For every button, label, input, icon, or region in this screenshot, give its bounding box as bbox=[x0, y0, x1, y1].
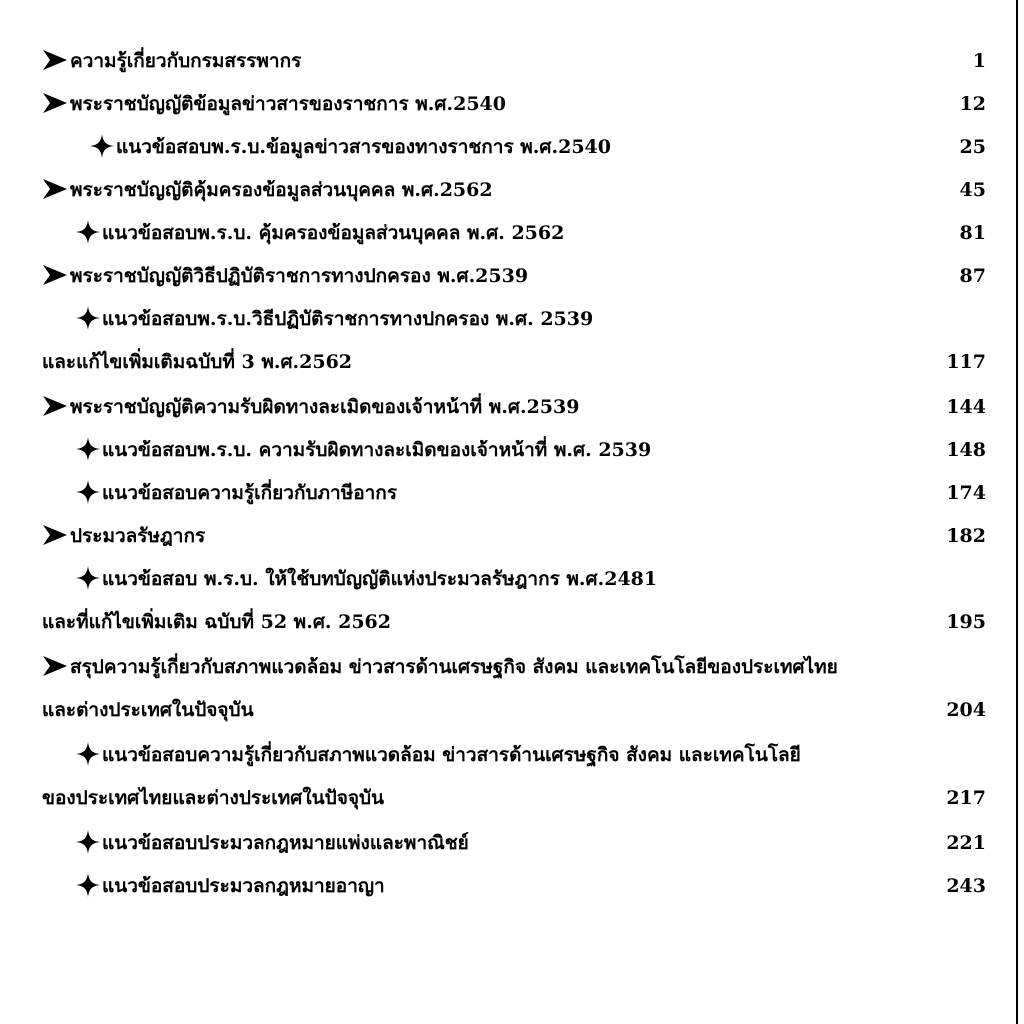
toc-entry-page-number: 117 bbox=[946, 351, 986, 373]
toc-entry-title: แนวข้อสอบประมวลกฎหมายอาญา bbox=[102, 875, 385, 897]
four-point-star-bullet-icon bbox=[76, 437, 100, 461]
four-point-star-bullet-icon bbox=[76, 306, 100, 330]
toc-entry-text bbox=[76, 298, 593, 341]
toc-entry-title: ความรู้เกี่ยวกับกรมสรรพากร bbox=[70, 50, 302, 72]
toc-entry-page-number: 25 bbox=[959, 136, 986, 158]
toc-entry-text bbox=[42, 777, 384, 820]
toc-entry-text bbox=[42, 515, 205, 558]
toc-entry-title: สรุปความรู้เกี่ยวกับสภาพแวดล้อม ข่าวสารด้านเศรษฐกิจ สังคม และเทคโนโลยีของประเทศไทย bbox=[70, 656, 838, 678]
page-right-border bbox=[1016, 0, 1018, 1024]
toc-entry-title: และที่แก้ไขเพิ่มเติม ฉบับที่ 52 พ.ศ. 2562 bbox=[42, 611, 391, 633]
arrowhead-bullet-icon bbox=[42, 49, 68, 71]
toc-entry-page-number: 204 bbox=[946, 699, 986, 721]
toc-entry bbox=[42, 126, 992, 169]
toc-entry-text bbox=[42, 601, 391, 644]
toc-entry-title: แนวข้อสอบประมวลกฎหมายแพ่งและพาณิชย์ bbox=[102, 832, 469, 854]
arrowhead-bullet-icon bbox=[42, 178, 68, 200]
toc-entry-title: พระราชบัญญัติคุ้มครองข้อมูลส่วนบุคคล พ.ศ.2562 bbox=[70, 179, 493, 201]
toc-entry-text bbox=[76, 558, 657, 601]
toc-entry-page-number: 174 bbox=[946, 482, 986, 504]
toc-entry bbox=[42, 255, 992, 298]
four-point-star-bullet-icon bbox=[76, 830, 100, 854]
toc-entry-title: แนวข้อสอบพ.ร.บ.วิธีปฏิบัติราชการทางปกครอง พ.ศ. 2539 bbox=[102, 308, 594, 330]
toc-entry-text bbox=[42, 341, 352, 384]
toc-entry-title: ของประเทศไทยและต่างประเทศในปัจจุบัน bbox=[42, 787, 385, 809]
toc-entry-text bbox=[42, 83, 506, 126]
toc-entry bbox=[42, 212, 992, 255]
arrowhead-bullet-icon bbox=[42, 264, 68, 286]
toc-entry-page-number: 217 bbox=[946, 787, 986, 809]
toc-entry-title: แนวข้อสอบความรู้เกี่ยวกับสภาพแวดล้อม ข่าวสารด้านเศรษฐกิจ สังคม และเทคโนโลยี bbox=[102, 744, 801, 766]
toc-entry-text bbox=[76, 472, 397, 515]
toc-entry-page-number: 221 bbox=[946, 832, 986, 854]
four-point-star-bullet-icon bbox=[76, 480, 100, 504]
four-point-star-bullet-icon bbox=[76, 742, 100, 766]
toc-entry-title: พระราชบัญญัติความรับผิดทางละเมิดของเจ้าหน้าที่ พ.ศ.2539 bbox=[70, 396, 580, 418]
toc-entry-title: แนวข้อสอบพ.ร.บ.ข้อมูลข่าวสารของทางราชการ พ.ศ.2540 bbox=[116, 136, 611, 158]
toc-entry bbox=[42, 558, 992, 601]
toc-entry-text bbox=[42, 255, 528, 298]
toc-entry-title: และต่างประเทศในปัจจุบัน bbox=[42, 699, 254, 721]
toc-entry-text bbox=[90, 126, 611, 169]
toc-entry-title: แนวข้อสอบพ.ร.บ. ความรับผิดทางละเมิดของเจ้าหน้าที่ พ.ศ. 2539 bbox=[102, 439, 652, 461]
toc-entry-text bbox=[76, 429, 651, 472]
toc-entry-title: ประมวลรัษฎากร bbox=[70, 525, 206, 547]
arrowhead-bullet-icon bbox=[42, 395, 68, 417]
toc-entry-text bbox=[76, 865, 385, 908]
toc-entry bbox=[42, 689, 992, 732]
arrowhead-bullet-icon bbox=[42, 524, 68, 546]
toc-entry bbox=[42, 646, 992, 689]
toc-entry-title: และแก้ไขเพิ่มเติมฉบับที่ 3 พ.ศ.2562 bbox=[42, 351, 353, 373]
toc-entry bbox=[42, 777, 992, 820]
toc-entry-text bbox=[42, 169, 493, 212]
toc-entry-text bbox=[42, 689, 254, 732]
toc-entry-page-number: 12 bbox=[959, 93, 986, 115]
four-point-star-bullet-icon bbox=[76, 873, 100, 897]
toc-entry-text bbox=[76, 212, 564, 255]
toc-entry-page-number: 148 bbox=[946, 439, 986, 461]
toc-entry bbox=[42, 472, 992, 515]
toc-entry-text bbox=[76, 734, 801, 777]
toc-entry-title: แนวข้อสอบความรู้เกี่ยวกับภาษีอากร bbox=[102, 482, 398, 504]
arrowhead-bullet-icon bbox=[42, 655, 68, 677]
toc-entry-title: แนวข้อสอบพ.ร.บ. คุ้มครองข้อมูลส่วนบุคคล พ.ศ. 2562 bbox=[102, 222, 565, 244]
table-of-contents bbox=[42, 40, 992, 908]
toc-entry bbox=[42, 40, 992, 83]
toc-entry bbox=[42, 734, 992, 777]
toc-entry-page-number: 182 bbox=[946, 525, 986, 547]
toc-entry bbox=[42, 601, 992, 644]
arrowhead-bullet-icon bbox=[42, 92, 68, 114]
toc-entry bbox=[42, 865, 992, 908]
toc-entry-page-number: 45 bbox=[959, 179, 986, 201]
toc-entry-page-number: 144 bbox=[946, 396, 986, 418]
toc-entry bbox=[42, 341, 992, 384]
toc-entry-text bbox=[42, 646, 838, 689]
toc-entry bbox=[42, 169, 992, 212]
toc-entry-text bbox=[76, 822, 469, 865]
toc-entry-title: พระราชบัญญัติข้อมูลข่าวสารของราชการ พ.ศ.2540 bbox=[70, 93, 506, 115]
toc-entry-page-number: 1 bbox=[972, 50, 986, 72]
toc-entry-page-number: 81 bbox=[959, 222, 986, 244]
toc-entry-text bbox=[42, 40, 301, 83]
toc-entry bbox=[42, 83, 992, 126]
toc-entry bbox=[42, 298, 992, 341]
toc-entry bbox=[42, 429, 992, 472]
toc-entry-title: พระราชบัญญัติวิธีปฏิบัติราชการทางปกครอง พ.ศ.2539 bbox=[70, 265, 529, 287]
toc-entry-title: แนวข้อสอบ พ.ร.บ. ให้ใช้บทบัญญัติแห่งประมวลรัษฎากร พ.ศ.2481 bbox=[102, 568, 658, 590]
toc-entry bbox=[42, 515, 992, 558]
toc-entry-text bbox=[42, 386, 579, 429]
toc-entry bbox=[42, 822, 992, 865]
toc-entry bbox=[42, 386, 992, 429]
toc-entry-page-number: 243 bbox=[946, 875, 986, 897]
toc-entry-page-number: 195 bbox=[946, 611, 986, 633]
four-point-star-bullet-icon bbox=[76, 220, 100, 244]
toc-entry-page-number: 87 bbox=[959, 265, 986, 287]
four-point-star-bullet-icon bbox=[76, 566, 100, 590]
four-point-star-bullet-icon bbox=[90, 134, 114, 158]
